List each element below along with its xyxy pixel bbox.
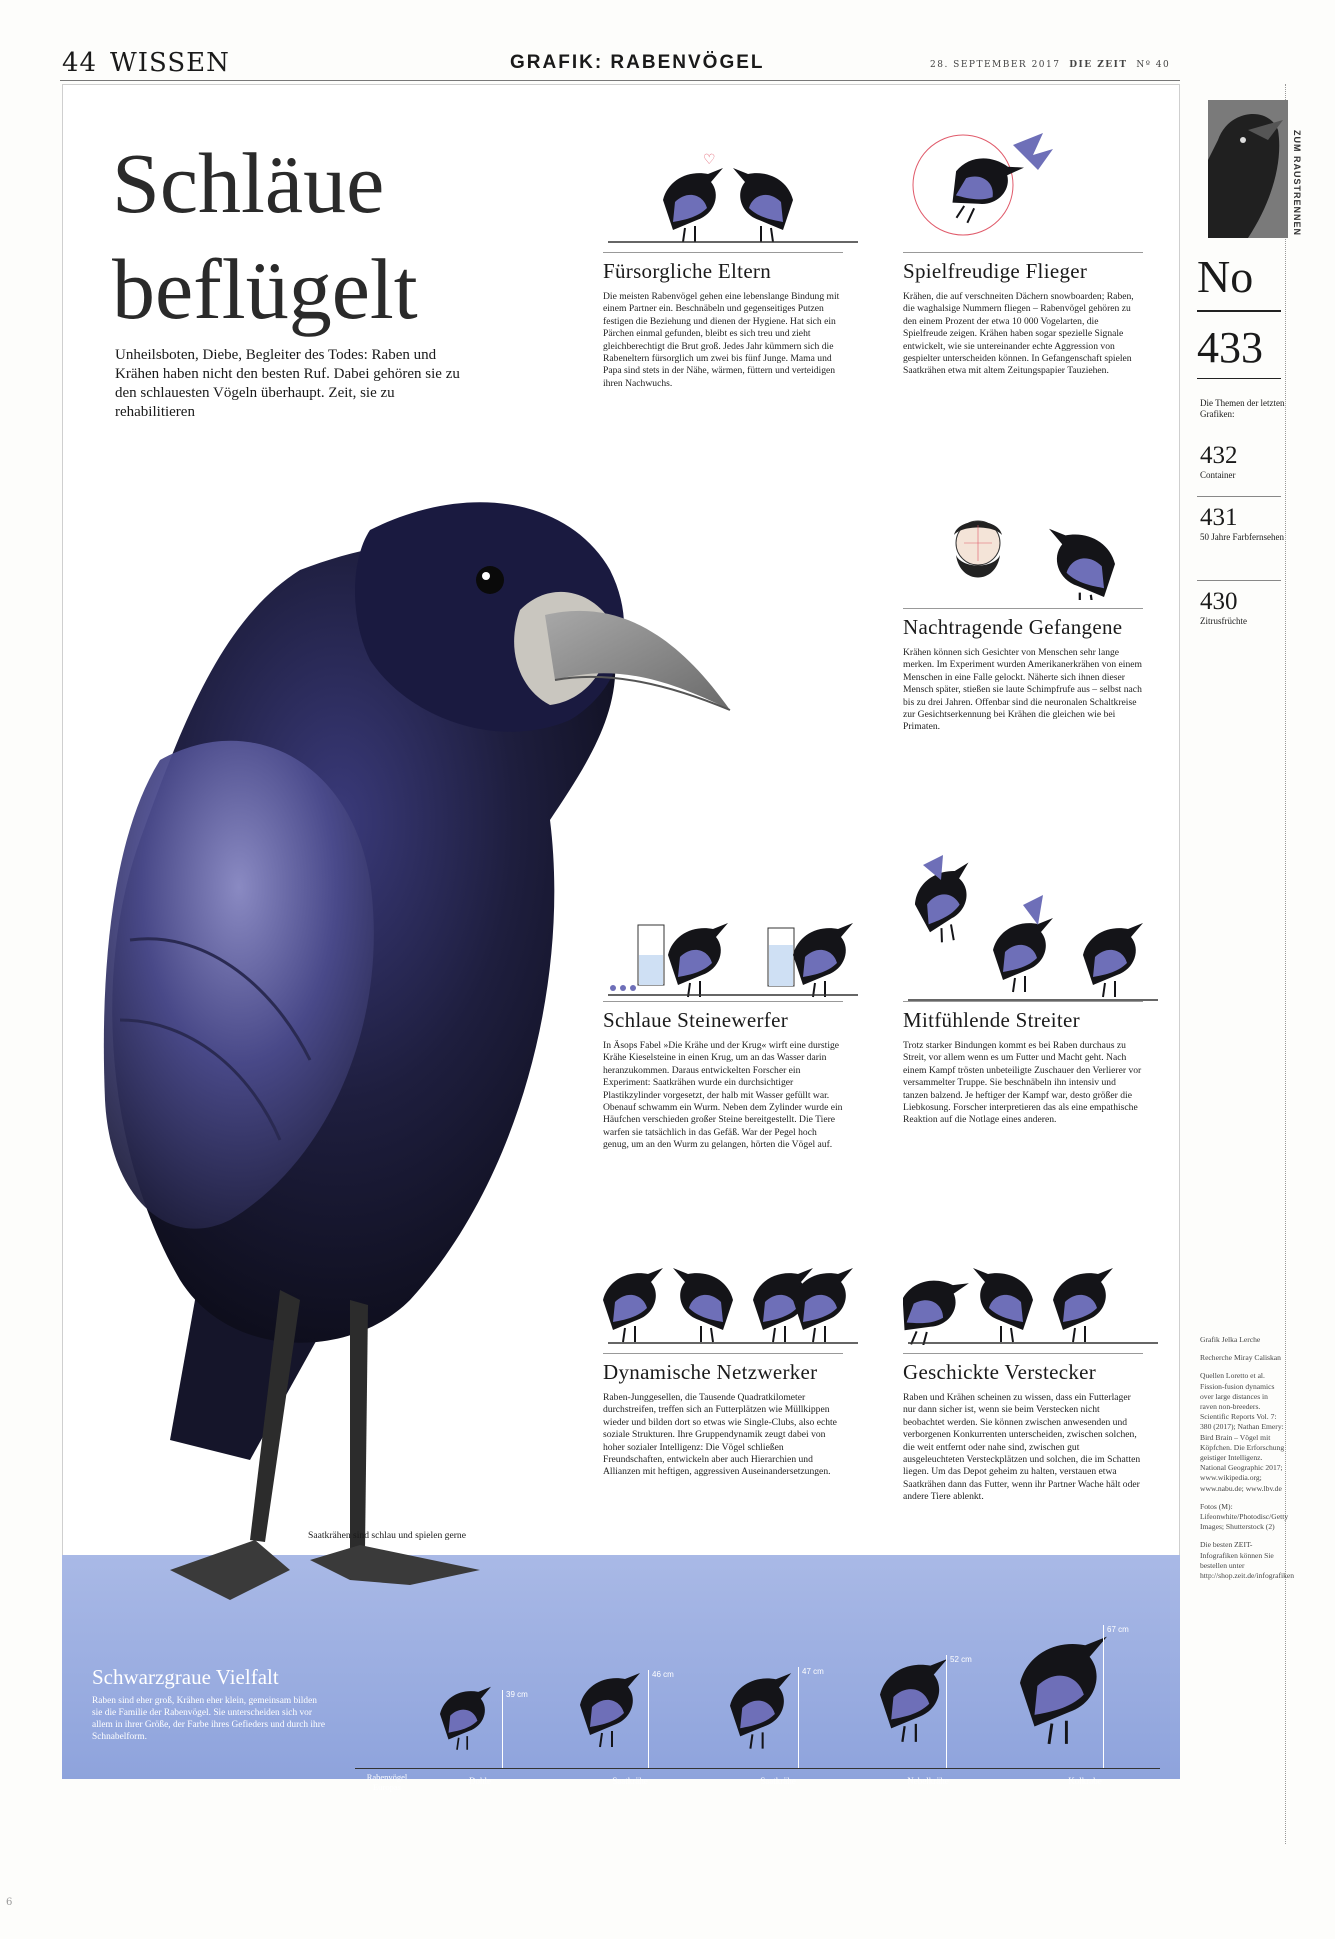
size-marker: [502, 1690, 503, 1768]
band-text: Raben sind eher groß, Krähen eher klein, gemeinsam bilden sie die Familie der Rabenvögel. Sie unterscheiden sich vor allem in ihrer Größe, der Farbe ihres Gefieders und durch ihre Schnabelform.: [92, 1696, 325, 1742]
size-marker: [946, 1655, 947, 1768]
article-rule: [903, 252, 1143, 253]
band-title: Schwarzgraue Vielfalt: [92, 1665, 279, 1689]
size-label: 46 cm: [652, 1670, 674, 1679]
article-body: Krähen können sich Gesichter von Menschen sehr lange merken. Im Experiment wurden Amerikanerkrähen von einem Menschen in eine Falle gelockt. Näherte sich ihnen dieser Mensch später, stießen sie laute Schimpfrufe aus – selbst nach bis zu drei Jahren. Offenbar sind die neuronalen Schaltkreise zur Gesichtserkennung bei Krähen die gleichen wie bei Primaten.: [903, 647, 1142, 733]
crow-saatkraehe-1: [580, 1673, 640, 1747]
size-marker: [1103, 1625, 1104, 1768]
header-rule: [60, 80, 1180, 81]
heart-icon: ♡: [703, 152, 716, 168]
theme-rule: [1197, 580, 1281, 581]
article-body: Raben-Junggesellen, die Tausende Quadratkilometer durchstreifen, treffen sich an Futterplätzen wie Müllkippen wieder und bilden dort so etwas wie Single-Clubs, also echte soziale Strukturen. Ihre Gruppendynamik zeugt dabei von hoher sozialer Intelligenz: Die Vögel schließen Freundschaften, entwickeln aber auch Hierarchien und Allianzen mit heftigen, aggressiven Auseinandersetzungen.: [603, 1392, 837, 1478]
article-networkers: [603, 1353, 843, 1479]
graphic-label: GRAFIK: RABENVÖGEL: [510, 52, 765, 73]
illustration-fighters: [903, 855, 1163, 1005]
article-hiders: [903, 1353, 1143, 1504]
illustration-flyers: [903, 125, 1103, 245]
species-name: Kolkrabe: [1068, 1776, 1102, 1786]
footer-mark: 6: [6, 1897, 13, 1908]
page-number: 44: [62, 48, 98, 78]
crow-nebelkraehe: [880, 1659, 947, 1742]
article-captives: [903, 608, 1143, 734]
previous-theme-label: Zitrusfrüchte: [1200, 616, 1247, 626]
previous-theme-number: 430: [1200, 588, 1238, 615]
headline-line-1: Schläue: [112, 135, 385, 231]
section-title: WISSEN: [110, 48, 230, 78]
previous-theme: [1200, 588, 1286, 627]
issue-number: Nº 40: [1136, 60, 1171, 70]
article-rule: [603, 1353, 843, 1354]
article-parents: [603, 252, 843, 390]
credit-graphic: Grafik Jelka Lerche: [1200, 1335, 1261, 1344]
article-title: Spielfreudige Flieger: [903, 259, 1088, 283]
illustration-captives: [938, 505, 1138, 600]
theme-rule: [1197, 496, 1281, 497]
illustration-stone-throwers: [603, 910, 863, 1000]
raven-head-photo: [1208, 100, 1288, 238]
number-sign: No: [1197, 251, 1254, 302]
size-marker: [648, 1670, 649, 1768]
credit-research: Recherche Miray Caliskan: [1200, 1353, 1281, 1363]
article-rule: [903, 608, 1143, 609]
intro-text: Unheilsboten, Diebe, Begleiter des Todes: Raben und Krähen haben nicht den besten Ruf. Dabei gehören sie zu den schlauesten Vögeln überhaupt. Zeit, sie zu rehabilitieren: [115, 347, 460, 420]
graphic-number: 433: [1197, 323, 1263, 372]
number-rule: [1197, 378, 1281, 379]
species-name: Dohle: [469, 1776, 491, 1786]
article-title: Mitfühlende Streiter: [903, 1008, 1080, 1032]
credit-shop: Die besten ZEIT-Infografiken können Sie bestellen unter http://shop.zeit.de/infografiken: [1200, 1540, 1295, 1581]
illustration-parents: [603, 150, 863, 245]
number-rule: [1197, 310, 1281, 312]
article-body: Trotz starker Bindungen kommt es bei Raben durchaus zu Streit, vor allem wenn es um Futter und Macht geht. Nach einem Kampf trösten unbeteiligte Zuschauer den Verlierer vor versammelter Truppe. Sie beschnäbeln ihn intensiv und tanzen balzend. Je heftiger der Kampf war, desto größer die Liebkosung. Forscher interpretieren das als eine empathische Reaktion auf die Notlage eines anderen.: [903, 1040, 1142, 1126]
previous-themes-label: Die Themen der letzten Grafiken:: [1200, 398, 1285, 419]
species-name: Nebelkrähe: [907, 1776, 949, 1786]
previous-theme-number: 431: [1200, 504, 1238, 531]
article-body: Krähen, die auf verschneiten Dächern snowboarden; Raben, die waghalsige Nummern fliegen – Rabenvögel gehören zu den einem Prozent der etwa 10 000 Vogelarten, die Spielfreude zeigen. Krähen haben sogar spezielle Signale entwickelt, wie sie untereinander echte Aggression von gespielter unterscheiden können. In Gefangenschaft spielen Saatkrähen etwa mit altem Zeitungspapier Tauziehen.: [903, 291, 1134, 377]
previous-theme-number: 432: [1200, 442, 1238, 469]
crow-dohle: [440, 1687, 491, 1750]
size-label: 39 cm: [506, 1690, 528, 1699]
species-name: Saatkrähe: [760, 1776, 796, 1786]
article-title: Dynamische Netzwerker: [603, 1360, 818, 1384]
article-title: Fürsorgliche Eltern: [603, 259, 772, 283]
article-body: Die meisten Rabenvögel gehen eine lebenslange Bindung mit einem Partner ein. Beschnäbeln und gegenseitiges Putzen festigen die Beziehung und dienen der Hygiene. Hat sich ein Pärchen einmal gefunden, bleibt es sich treu und zieht gleichberechtigt die Brut groß. Jedes Jahr kümmern sich die Rabeneltern fürsorglich um zwei bis fünf Junge. Mama und Papa sind stets in der Nähe, wärmen, füttern und verteidigen ihren Nachwuchs.: [603, 291, 840, 389]
illustration-networkers: [603, 1255, 863, 1345]
article-rule: [903, 1353, 1143, 1354]
headline: [112, 130, 418, 342]
crow-saatkraehe-2: [730, 1673, 791, 1748]
previous-theme-label: 50 Jahre Farbfernsehen: [1200, 532, 1284, 542]
size-label: 47 cm: [802, 1667, 824, 1676]
previous-theme: [1200, 442, 1286, 481]
credits: [1200, 1335, 1295, 1589]
article-title: Schlaue Steinewerfer: [603, 1008, 789, 1032]
article-fighters: [903, 1001, 1143, 1127]
article-stone-throwers: [603, 1001, 843, 1152]
issue-date: 28. SEPTEMBER 2017: [930, 60, 1061, 70]
article-rule: [603, 1001, 843, 1002]
crow-kolkrabe: [1020, 1637, 1107, 1744]
credit-photos: Fotos (M): Lifeonwhite/Photodisc/Getty Images; Shutterstock (2): [1200, 1501, 1289, 1532]
credit-sources: Quellen Loretto et al. Fission-fusion dynamics over large distances in raven non-breeders. Scientific Reports Vol. 7: 380 (2017); Nathan Emery: Bird Brain – Vögel mit Köpfchen. Die Erforschung geistiger Intelligenz. National Geographic 2017; www.wikipedia.org; www.nabu.de; www.lbv.de: [1200, 1371, 1285, 1493]
photo-caption: Saatkrähen sind schlau und spielen gerne: [308, 1530, 466, 1541]
illustration-hiders: [903, 1255, 1163, 1345]
article-title: Nachtragende Gefangene: [903, 615, 1123, 639]
article-body: In Äsops Fabel »Die Krähe und der Krug« wirft eine durstige Krähe Kieselsteine in einen Krug, um an das Wasser darin heranzukommen. Daraus entwickelten Forscher ein Experiment: Saatkrähen wurde ein durchsichtiger Plastikzylinder vorgesetzt, der halb mit Wasser gefüllt war. Obenauf schwamm ein Wurm. Neben dem Zylinder wurde ein Häufchen verschieden großer Steine bereitgestellt. Die Tiere warfen sie tatsächlich in das Gefäß. War der Pegel hoch genug, um an den Wurm zu gelangen, hörten die Vögel auf.: [603, 1040, 843, 1151]
size-marker: [798, 1667, 799, 1768]
article-body: Raben und Krähen scheinen zu wissen, dass ein Futterlager nur dann sicher ist, wenn sie beim Verstecken nicht beobachtet werden. Sie können zwischen anwesenden und verborgenen Konkurrenten unterscheiden, zwischen solchen, die weit entfernt oder nahe sind, zwischen gut ausgeleuchteten Versteckplätzen und solchen, die im Schatten liegen. Um das Depot geheim zu halten, verstauen etwa Saatkrähen dann das Futter, wenn ihr Partner Wache hält oder andere Tiere ablenkt.: [903, 1392, 1141, 1503]
size-label: 67 cm: [1107, 1625, 1129, 1634]
paper-name: DIE ZEIT: [1069, 60, 1128, 70]
headline-line-2: beflügelt: [112, 241, 418, 337]
previous-theme-label: Container: [1200, 470, 1236, 480]
article-flyers: [903, 252, 1143, 378]
tear-off-label: ZUM RAUSTRENNEN: [1292, 130, 1302, 236]
article-title: Geschickte Verstecker: [903, 1360, 1097, 1384]
article-rule: [603, 252, 843, 253]
species-crows: [420, 1620, 1180, 1770]
previous-theme: [1200, 504, 1286, 543]
issue-info: [930, 60, 1170, 70]
size-label: 52 cm: [950, 1655, 972, 1664]
band-axis-label: Rabenvögel Europas: [366, 1772, 408, 1792]
species-name: Saatkrähe: [612, 1776, 648, 1786]
